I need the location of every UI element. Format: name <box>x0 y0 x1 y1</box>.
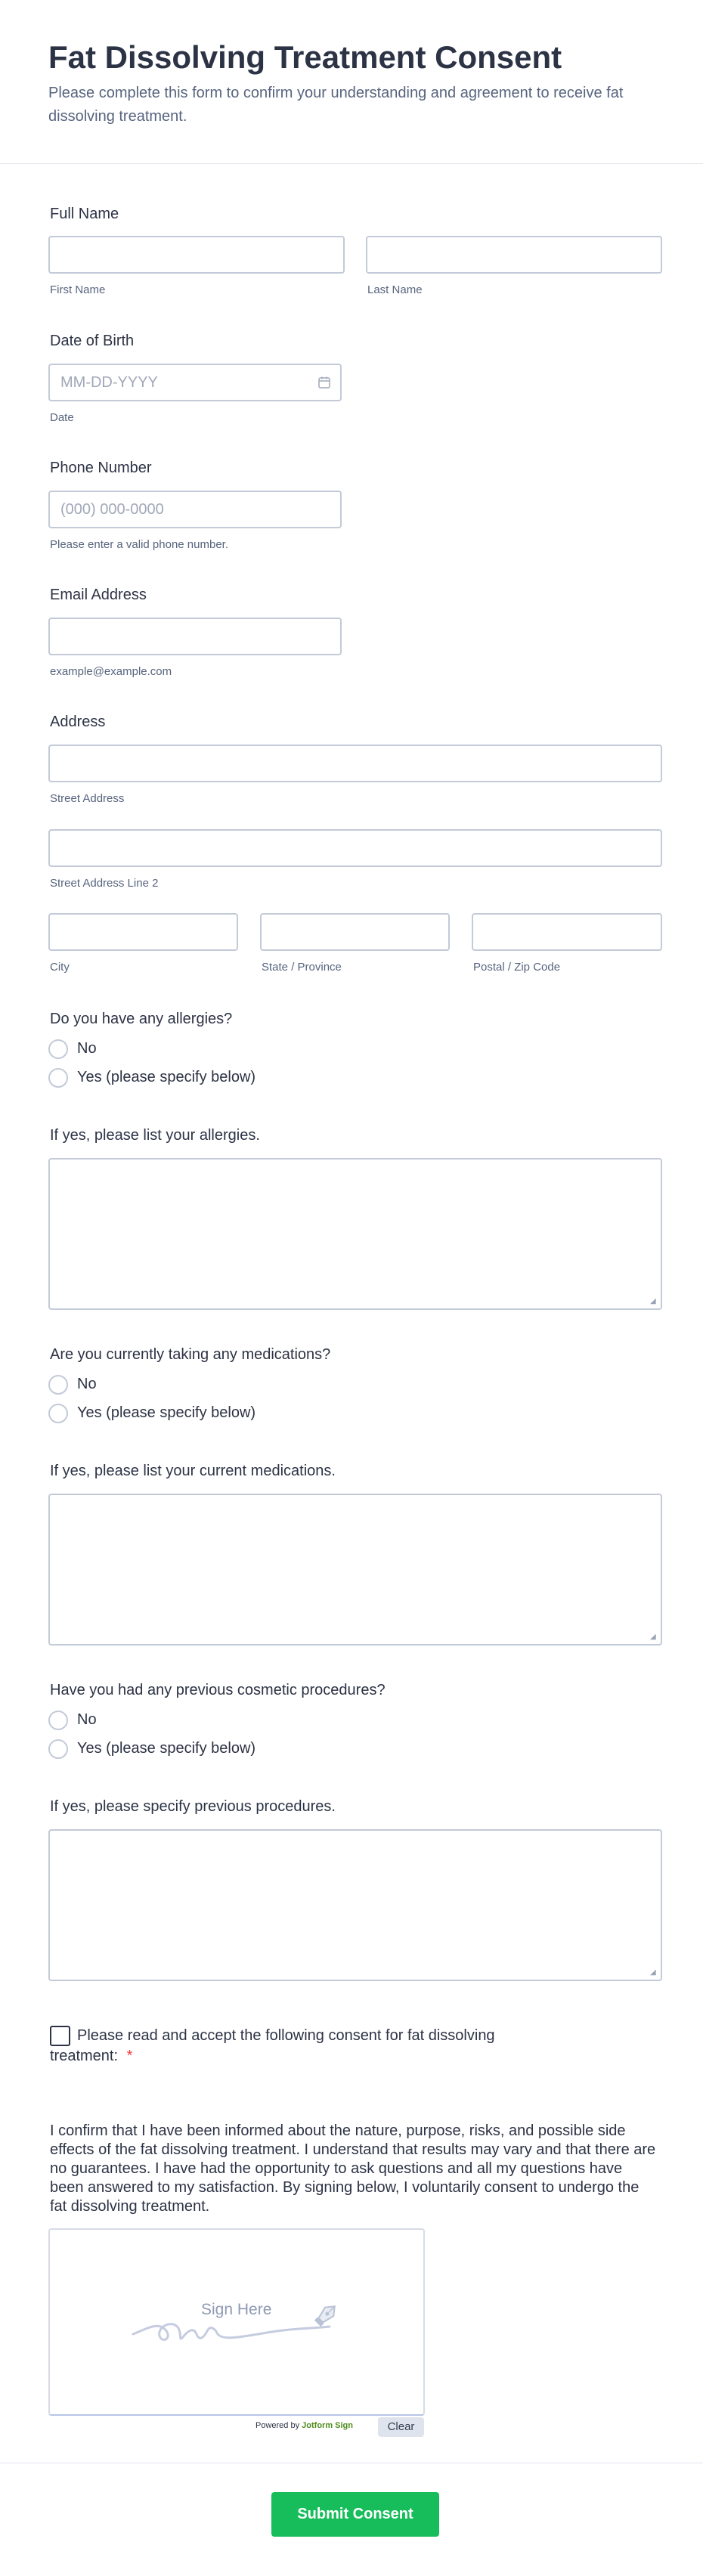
radio-button[interactable] <box>48 1039 68 1059</box>
state-input[interactable] <box>260 913 450 951</box>
radio-label: Yes (please specify below) <box>77 1069 256 1085</box>
consent-checkbox-label-text: treatment: <box>50 2048 119 2064</box>
phone-input[interactable] <box>48 491 342 528</box>
consent-statement: I confirm that I have been informed about the nature, purpose, risks, and possible side effects of the fat dissolving treatment. I understand that results may vary and that there are no guarantees. I have had the opportunity to ask questions and all my questions have been answered to my satisfaction. By signing below, I voluntarily consent to undergo the fat dissolving treatment. <box>50 2122 656 2215</box>
procedures-details-label: If yes, please specify previous procedures. <box>50 1798 336 1815</box>
city-input[interactable] <box>48 913 238 951</box>
first-name-sublabel: First Name <box>50 283 106 296</box>
radio-button[interactable] <box>48 1711 68 1730</box>
radio-label: No <box>77 1711 97 1728</box>
resize-handle-icon[interactable]: ◢ <box>650 1633 656 1641</box>
street-address-input[interactable] <box>48 745 662 782</box>
allergies-question: Do you have any allergies? <box>50 1011 233 1027</box>
email-input[interactable] <box>48 618 342 655</box>
allergies-textarea[interactable] <box>48 1158 662 1310</box>
clear-signature-button[interactable]: Clear <box>378 2417 424 2437</box>
pen-nib-icon <box>308 2299 342 2333</box>
allergies-option-yes[interactable] <box>48 1067 305 1088</box>
calendar-icon[interactable] <box>317 376 331 393</box>
radio-button[interactable] <box>48 1068 68 1088</box>
state-sublabel: State / Province <box>262 961 342 974</box>
full-name-label: Full Name <box>50 206 119 222</box>
dob-placeholder: MM-DD-YYYY <box>60 374 158 391</box>
procedures-option-yes[interactable] <box>48 1738 305 1760</box>
dob-sublabel: Date <box>50 411 74 424</box>
street-address-line2-sublabel: Street Address Line 2 <box>50 877 159 890</box>
address-label: Address <box>50 714 106 730</box>
first-name-input[interactable] <box>48 236 345 274</box>
page-subtitle: Please complete this form to confirm your understanding and agreement to receive fat dissolving treatment. <box>48 85 624 125</box>
radio-label: No <box>77 1376 97 1392</box>
medications-question: Are you currently taking any medications? <box>50 1346 331 1363</box>
form-header <box>0 0 703 164</box>
medications-option-no[interactable] <box>48 1374 275 1395</box>
radio-label: No <box>77 1040 97 1057</box>
phone-label: Phone Number <box>50 460 152 476</box>
medications-option-yes[interactable] <box>48 1403 305 1424</box>
powered-by-label: Powered by <box>255 2421 300 2430</box>
radio-button[interactable] <box>48 1404 68 1423</box>
required-marker: * <box>126 2048 133 2064</box>
dob-input[interactable] <box>48 364 342 401</box>
phone-placeholder: (000) 000-0000 <box>60 501 164 518</box>
allergies-details-label: If yes, please list your allergies. <box>50 1127 260 1144</box>
last-name-sublabel: Last Name <box>367 283 423 296</box>
allergies-option-no[interactable] <box>48 1039 275 1060</box>
procedures-option-no[interactable] <box>48 1710 275 1731</box>
radio-button[interactable] <box>48 1739 68 1759</box>
procedures-textarea[interactable] <box>48 1829 662 1981</box>
resize-handle-icon[interactable]: ◢ <box>650 1297 656 1305</box>
submit-button[interactable]: Submit Consent <box>271 2492 439 2537</box>
radio-button[interactable] <box>48 1375 68 1395</box>
procedures-question: Have you had any previous cosmetic procedures? <box>50 1682 386 1698</box>
phone-sublabel: Please enter a valid phone number. <box>50 538 228 551</box>
page-title: Fat Dissolving Treatment Consent <box>48 39 562 75</box>
city-sublabel: City <box>50 961 70 974</box>
jotform-sign-brand: Jotform Sign <box>302 2421 353 2430</box>
medications-details-label: If yes, please list your current medications. <box>50 1463 336 1479</box>
medications-textarea[interactable] <box>48 1494 662 1646</box>
resize-handle-icon[interactable]: ◢ <box>650 1968 656 1977</box>
street-address-sublabel: Street Address <box>50 792 125 805</box>
last-name-input[interactable] <box>366 236 662 274</box>
email-label: Email Address <box>50 587 147 603</box>
email-sublabel: example@example.com <box>50 665 172 678</box>
zip-sublabel: Postal / Zip Code <box>473 961 561 974</box>
radio-label: Yes (please specify below) <box>77 1740 256 1757</box>
signature-placeholder: Sign Here <box>201 2301 272 2318</box>
consent-checkbox-label-line2 <box>50 2046 132 2066</box>
dob-label: Date of Birth <box>50 333 135 349</box>
consent-checkbox-label-line1: Please read and accept the following consent for fat dissolving <box>77 2027 495 2044</box>
zip-input[interactable] <box>472 913 662 951</box>
consent-checkbox[interactable] <box>50 2026 70 2046</box>
radio-label: Yes (please specify below) <box>77 1404 256 1421</box>
signature-pad[interactable] <box>48 2228 425 2416</box>
street-address-line2-input[interactable] <box>48 829 662 867</box>
powered-by-text <box>255 2421 353 2430</box>
